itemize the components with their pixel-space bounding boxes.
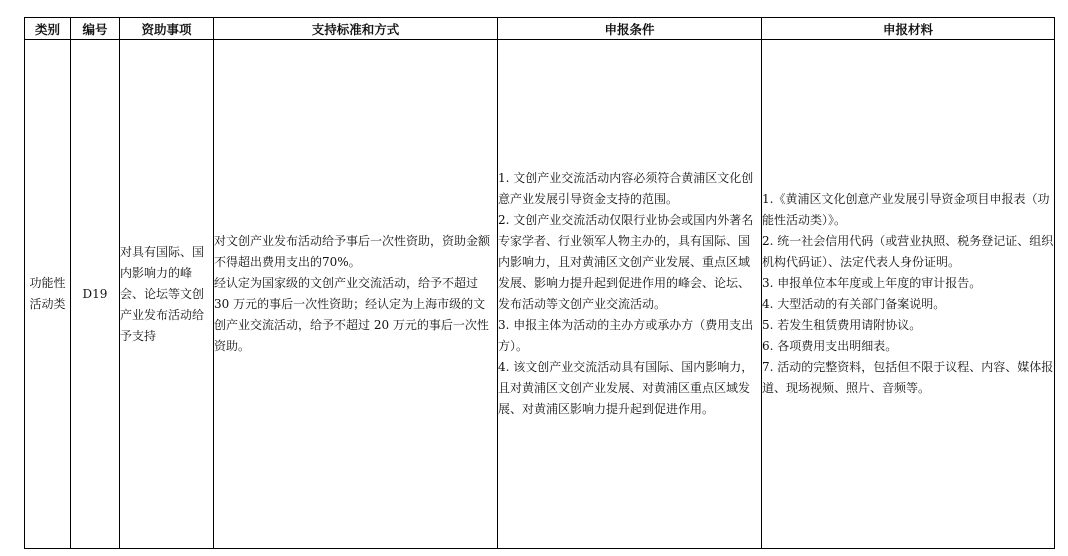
header-materials: 申报材料 (762, 18, 1055, 40)
item-cell: 对具有国际、国内影响力的峰会、论坛等文创产业发布活动给予支持 (120, 40, 214, 549)
material-item: 5. 若发生租赁费用请附协议。 (762, 318, 922, 332)
table-row (25, 40, 1055, 549)
material-item: 7. 活动的完整资料，包括但不限于议程、内容、媒体报道、现场视频、照片、音频等。 (762, 360, 1054, 395)
header-category: 类别 (25, 18, 71, 40)
header-row (25, 18, 1055, 40)
condition-item: 4. 该文创产业交流活动具有国际、国内影响力，且对黄浦区文创产业发展、对黄浦区重点区域发展、对黄浦区影响力提升起到促进作用。 (498, 360, 754, 416)
material-item: 3. 申报单位本年度或上年度的审计报告。 (762, 276, 982, 290)
code-cell: D19 (71, 40, 120, 549)
standard-cell (214, 40, 498, 549)
condition-item: 2. 文创产业交流活动仅限行业协会或国内外著名专家学者、行业领军人物主办的，具有国际、国内影响力，且对黄浦区文创产业发展、重点区域发展、影响力提升起到促进作用的峰会、论坛、发布活动等文创产业交流活动。 (498, 213, 754, 311)
header-conditions: 申报条件 (498, 18, 762, 40)
material-item: 6. 各项费用支出明细表。 (762, 339, 898, 353)
standard-paragraph: 对文创产业发布活动给予事后一次性资助，资助金额不得超出费用支出的70%。 (214, 234, 491, 269)
material-item: 2. 统一社会信用代码（或营业执照、税务登记证、组织机构代码证）、法定代表人身份证明。 (762, 234, 1054, 269)
header-code: 编号 (71, 18, 120, 40)
material-item: 4. 大型活动的有关部门备案说明。 (762, 297, 946, 311)
header-standard: 支持标准和方式 (214, 18, 498, 40)
category-cell: 功能性活动类 (25, 40, 71, 549)
condition-item: 1. 文创产业交流活动内容必须符合黄浦区文化创意产业发展引导资金支持的范围。 (498, 171, 754, 206)
header-item: 资助事项 (120, 18, 214, 40)
material-item: 1.《黄浦区文化创意产业发展引导资金项目申报表（功能性活动类）》。 (762, 192, 1050, 227)
standard-paragraph: 经认定为国家级的文创产业交流活动，给予不超过 30 万元的事后一次性资助；经认定为上海市级的文创产业交流活动，给予不超过 20 万元的事后一次性资助。 (214, 276, 489, 353)
funding-table (24, 17, 1055, 549)
conditions-cell (498, 40, 762, 549)
condition-item: 3. 申报主体为活动的主办方或承办方（费用支出方）。 (498, 318, 754, 353)
materials-cell (762, 40, 1055, 549)
